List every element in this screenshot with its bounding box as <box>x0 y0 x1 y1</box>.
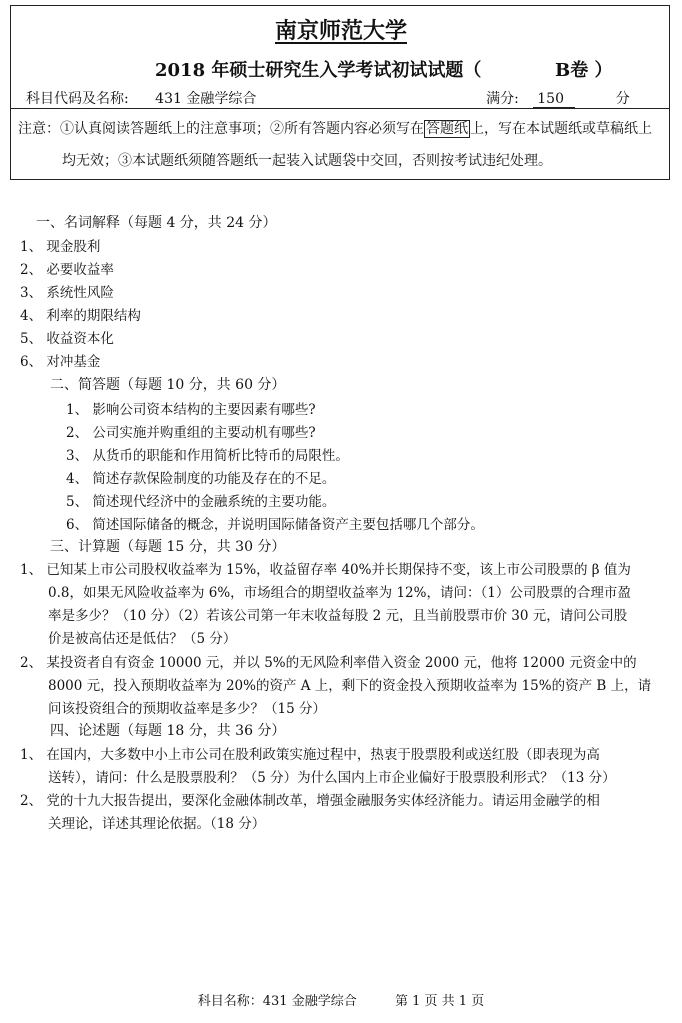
answer-sheet-box: 答题纸 <box>426 121 468 137</box>
section-1-title: 一、名词解释（每题 4 分，共 24 分） <box>36 215 277 231</box>
question-line: 送转），请问：什么是股票股利？（5 分）为什么国内上市企业偏好于股票股利形式？（13 分） <box>48 770 616 786</box>
footer-subject: 科目名称：431 金融学综合 <box>197 994 357 1009</box>
question-line: 率是多少？（10 分）（2）若该公司第一年末收益每股 2 元，且当前股票市价 30 元，请问公司股 <box>48 608 628 624</box>
list-item: 1、 现金股利 <box>20 239 101 255</box>
volume-label: B卷 ） <box>555 60 613 81</box>
notice-line-2: 均无效；③本试题纸须随答题纸一起装入试题袋中交回，否则按考试违纪处理。 <box>62 153 552 169</box>
subject-row <box>26 88 630 109</box>
list-item: 6、 对冲基金 <box>20 354 101 370</box>
university-name: 南京师范大学 <box>274 18 407 44</box>
list-item: 5、 简述现代经济中的金融系统的主要功能。 <box>66 494 336 510</box>
list-item: 4、 利率的期限结构 <box>20 308 141 324</box>
list-item: 1、 影响公司资本结构的主要因素有哪些? <box>66 402 316 418</box>
question-line: 0.8，如果无风险收益率为 6%，市场组合的期望收益率为 12%，请问：（1）公司股票的合理市盈 <box>48 585 631 601</box>
question-line: 2、 党的十九大报告提出，要深化金融体制改革，增强金融服务实体经济能力。请运用金融学的相 <box>20 793 600 809</box>
section-4-title: 四、论述题（每题 18 分，共 36 分） <box>50 723 286 739</box>
subject-value: 431 金融学综合 <box>151 88 349 109</box>
question-line: 2、 某投资者自有资金 10000 元，并以 5%的无风险利率借入资金 2000 元，他将 12000 元资金中的 <box>20 655 637 671</box>
list-item: 2、 公司实施并购重组的主要动机有哪些? <box>66 425 316 441</box>
section-2-title: 二、简答题（每题 10 分，共 60 分） <box>50 377 286 393</box>
score-label: 满分: <box>486 91 519 107</box>
list-item: 6、 简述国际储备的概念，并说明国际储备资产主要包括哪几个部分。 <box>66 517 484 533</box>
page-footer <box>0 990 682 1009</box>
footer-page: 第 1 页 共 1 页 <box>395 994 485 1009</box>
subject-label: 科目代码及名称: <box>26 91 129 107</box>
list-item: 5、 收益资本化 <box>20 331 114 347</box>
score-value: 150 <box>533 91 575 108</box>
question-line: 价是被高估还是低估？（5 分） <box>48 631 237 647</box>
section-3-title: 三、计算题（每题 15 分，共 30 分） <box>50 539 286 555</box>
notice-line-1: 注意：①认真阅读答题纸上的注意事项；②所有答题内容必须写在 答题纸 上，写在本试题纸或草稿纸上 <box>18 121 652 137</box>
question-line: 8000 元，投入预期收益率为 20%的资产 A 上，剩下的资金投入预期收益率为 15%的资产 B 上，请 <box>48 678 652 694</box>
exam-title: 2018 年硕士研究生入学考试初试试题（ <box>155 60 482 81</box>
question-line: 1、 在国内，大多数中小上市公司在股利政策实施过程中，热衷于股票股利或送红股（即表现为高 <box>20 747 600 763</box>
question-line: 问该投资组合的预期收益率是多少？（15 分） <box>48 701 326 717</box>
question-line: 1、 已知某上市公司股权收益率为 15%，收益留存率 40%并长期保持不变，该上市公司股票的 β 值为 <box>20 562 631 578</box>
list-item: 3、 从货币的职能和作用简析比特币的局限性。 <box>66 448 349 464</box>
question-line: 关理论，详述其理论依据。（18 分） <box>48 816 266 832</box>
list-item: 2、 必要收益率 <box>20 262 114 278</box>
score-unit: 分 <box>615 91 630 107</box>
list-item: 3、 系统性风险 <box>20 285 114 301</box>
header-divider <box>10 108 670 109</box>
list-item: 4、 简述存款保险制度的功能及存在的不足。 <box>66 471 336 487</box>
